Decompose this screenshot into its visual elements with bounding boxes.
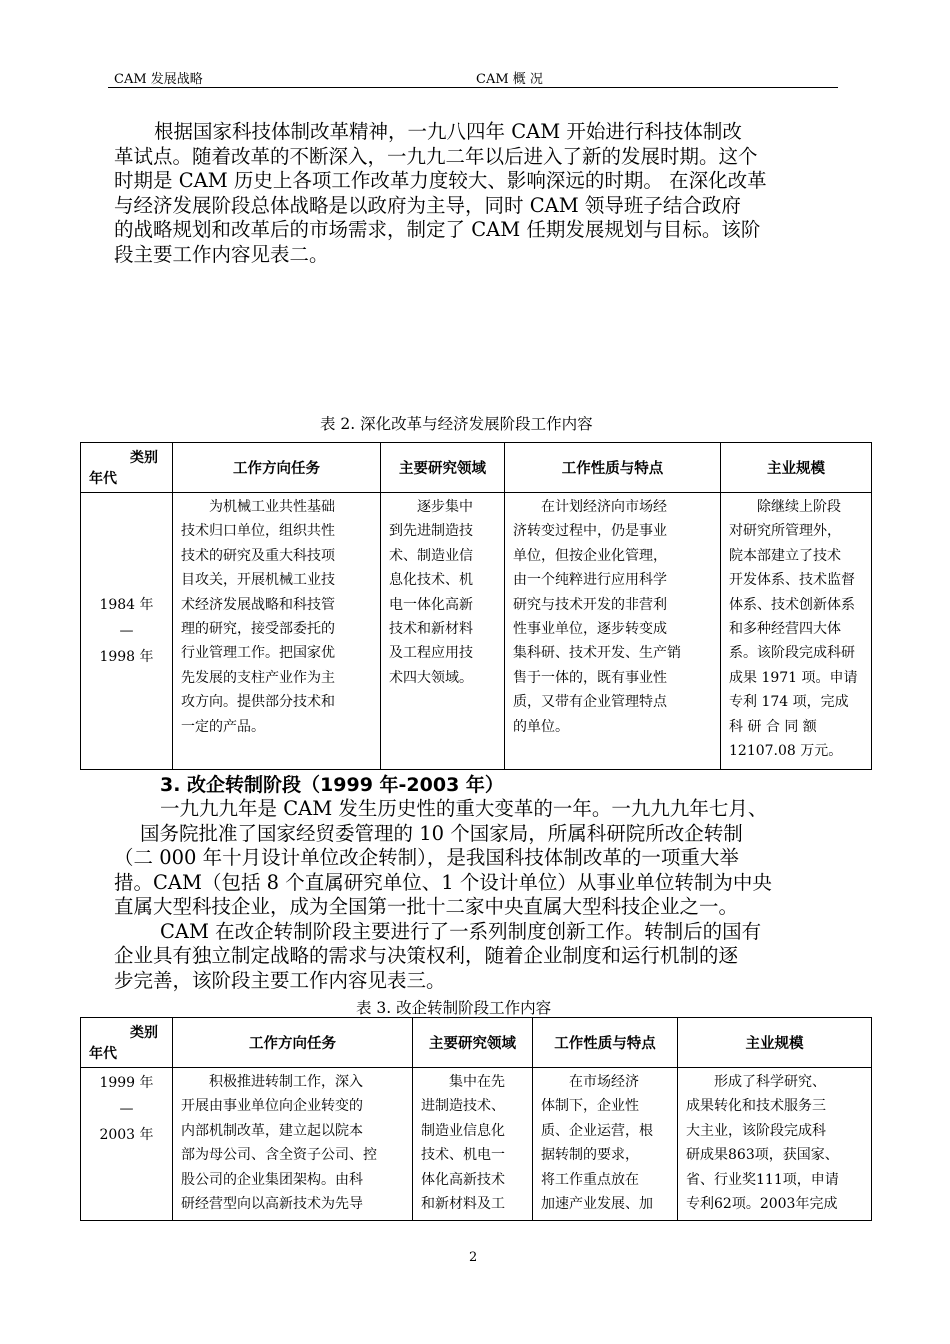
cell-line: 术、制造业信 [389, 547, 473, 564]
corner-year-label: 年代 [89, 1046, 117, 1062]
cell-line: 成果 1971 项。申请 [729, 669, 858, 686]
year-end: 2003 年 [99, 1127, 154, 1143]
cell-line: 专利 174 项，完成 [729, 694, 849, 711]
cell-line: 济转变过程中，仍是事业 [513, 523, 667, 540]
task-cell [173, 1068, 413, 1221]
cell-line: 将工作重点放在 [541, 1171, 639, 1188]
cell-line: 为机械工业共性基础 [209, 499, 335, 515]
cell-line: 技术和新材料 [389, 621, 473, 638]
table2-caption: 表 2. 深化改革与经济发展阶段工作内容 [320, 415, 593, 433]
text-line: CAM 在改企转制阶段主要进行了一系列制度创新工作。转制后的国有 [160, 919, 762, 943]
year-dash: — [119, 1101, 134, 1117]
cell-line: 技术的研究及重大科技项 [181, 547, 335, 564]
cell-line: 逐步集中 [417, 499, 473, 515]
section-heading: 3. 改企转制阶段（1999 年-2003 年） [160, 774, 504, 796]
cell-line: 质，又带有企业管理特点 [513, 694, 667, 711]
text-line: 步完善，该阶段主要工作内容见表三。 [114, 968, 446, 992]
research-field-cell [381, 493, 505, 770]
column-header: 主业规模 [678, 1018, 872, 1068]
column-header: 主要研究领域 [413, 1018, 533, 1068]
cell-line: 理的研究，接受部委托的 [181, 621, 335, 638]
cell-line: 电一体化高新 [389, 596, 473, 613]
cell-line: 成果转化和技术服务三 [686, 1098, 826, 1115]
cell-line: 研经营型向以高新技术为先导 [181, 1196, 363, 1213]
cell-line: 由一个纯粹进行应用科学 [513, 572, 667, 589]
cell-line: 和新材料及工 [421, 1196, 505, 1213]
nature-cell [533, 1068, 678, 1221]
text-line: 根据国家科技体制改革精神，一九八四年 CAM 开始进行科技体制改 [154, 120, 742, 143]
table3 [80, 1017, 872, 1221]
cell-line: 大主业，该阶段完成科 [686, 1122, 826, 1139]
column-header: 主要研究领域 [381, 443, 505, 493]
cell-line: 技术、机电一 [421, 1147, 505, 1164]
cell-line: 内部机制改革，建立起以院本 [181, 1122, 363, 1139]
cell-line: 加速产业发展、加 [541, 1196, 653, 1213]
text-line: 国务院批准了国家经贸委管理的 10 个国家局，所属科研院所改企转制 [140, 821, 743, 845]
cell-line: 术四大领域。 [389, 669, 473, 686]
corner-category-label: 类别 [130, 1025, 158, 1041]
section-paragraph [114, 797, 844, 993]
cell-line: 进制造技术、 [421, 1098, 505, 1115]
text-line: 段主要工作内容见表二。 [114, 242, 329, 266]
year-cell [81, 1068, 173, 1221]
cell-line: 集科研、技术开发、生产销 [513, 645, 681, 662]
cell-line: 院本部建立了技术 [729, 547, 841, 564]
cell-line: 开发体系、技术监督 [729, 572, 855, 589]
column-header: 工作性质与特点 [505, 443, 721, 493]
text-line: 措。CAM（包括 8 个直属研究单位、1 个设计单位）从事业单位转制为中央 [114, 870, 772, 894]
year-dash: — [119, 623, 134, 639]
cell-line: 及工程应用技 [389, 645, 473, 662]
cell-line: 的单位。 [513, 718, 569, 735]
cell-line: 体系、技术创新体系 [729, 596, 855, 613]
cell-line: 攻方向。提供部分技术和 [181, 694, 335, 711]
column-header: 工作方向任务 [173, 1018, 413, 1068]
header-rule [108, 87, 838, 88]
cell-line: 一定的产品。 [181, 718, 265, 735]
cell-line: 质、企业运营，根 [541, 1122, 653, 1139]
year-start: 1999 年 [99, 1075, 154, 1091]
cell-line: 积极推进转制工作，深入 [209, 1074, 363, 1090]
column-header: 主业规模 [721, 443, 872, 493]
column-header: 工作方向任务 [173, 443, 381, 493]
text-line: 与经济发展阶段总体战略是以政府为主导，同时 CAM 领导班子结合政府 [114, 193, 741, 217]
cell-line: 研究与技术开发的非营利 [513, 596, 667, 613]
year-start: 1984 年 [99, 597, 154, 613]
nature-cell [505, 493, 721, 770]
text-line: 革试点。随着改革的不断深入，一九九二年以后进入了新的发展时期。这个 [114, 144, 758, 168]
text-line: 的战略规划和改革后的市场需求，制定了 CAM 任期发展规划与目标。该阶 [114, 218, 761, 241]
cell-line: 体化高新技术 [421, 1171, 505, 1188]
cell-line: 制造业信息化 [421, 1122, 505, 1139]
cell-line: 对研究所管理外， [729, 523, 841, 540]
cell-line: 省、行业奖111项，申请 [686, 1171, 839, 1188]
year-cell [81, 493, 173, 770]
year-end: 1998 年 [99, 649, 154, 665]
cell-line: 体制下，企业性 [541, 1098, 639, 1115]
cell-line: 单位，但按企业化管理， [513, 547, 667, 564]
cell-line: 性事业单位，逐步转变成 [513, 621, 667, 638]
cell-line: 行业管理工作。把国家优 [181, 645, 335, 662]
cell-line: 和多种经营四大体 [729, 621, 841, 638]
text-line: （二 000 年十月设计单位改企转制），是我国科技体制改革的一项重大举 [114, 846, 739, 869]
cell-line: 除继续上阶段 [757, 499, 841, 515]
cell-line: 研成果863项，获国家、 [686, 1147, 839, 1164]
cell-line: 术经济发展战略和科技管 [181, 596, 335, 613]
cell-line: 到先进制造技 [389, 523, 473, 540]
research-field-cell [413, 1068, 533, 1221]
table2 [80, 442, 872, 770]
scale-cell [721, 493, 872, 770]
table3-caption: 表 3. 改企转制阶段工作内容 [356, 999, 552, 1017]
cell-line: 集中在先 [449, 1074, 505, 1090]
task-cell [173, 493, 381, 770]
cell-line: 专利62项。2003年完成 [686, 1196, 838, 1213]
table3-corner-cell [81, 1018, 173, 1068]
header-left: CAM 发展战略 [114, 72, 203, 87]
cell-line: 息化技术、机 [389, 572, 473, 589]
cell-line: 在市场经济 [569, 1074, 639, 1090]
text-line: 时期是 CAM 历史上各项工作改革力度较大、影响深远的时期。 在深化改革 [114, 169, 767, 192]
text-line: 直属大型科技企业，成为全国第一批十二家中央直属大型科技企业之一。 [114, 895, 739, 918]
cell-line: 在计划经济向市场经 [541, 499, 667, 515]
cell-line: 据转制的要求， [541, 1147, 639, 1164]
cell-line: 目攻关，开展机械工业技 [181, 572, 335, 589]
cell-line: 科 研 合 同 额 [729, 718, 817, 735]
cell-line: 系。该阶段完成科研 [729, 645, 855, 662]
text-line: 一九九九年是 CAM 发生历史性的重大变革的一年。一九九九年七月、 [160, 797, 768, 820]
cell-line: 先发展的支柱产业作为主 [181, 669, 335, 686]
corner-category-label: 类别 [130, 450, 158, 466]
text-line: 企业具有独立制定战略的需求与决策权利，随着企业制度和运行机制的逐 [114, 944, 739, 967]
header-center: CAM 概 况 [476, 72, 543, 87]
cell-line: 开展由事业单位向企业转变的 [181, 1098, 363, 1115]
scale-cell [678, 1068, 872, 1221]
cell-line: 股公司的企业集团架构。由科 [181, 1171, 363, 1188]
intro-paragraph [114, 120, 838, 267]
cell-line: 形成了科学研究、 [714, 1074, 826, 1090]
cell-line: 技术归口单位，组织共性 [181, 523, 335, 540]
cell-line: 售于一体的，既有事业性 [513, 669, 667, 686]
column-header: 工作性质与特点 [533, 1018, 678, 1068]
table2-corner-cell [81, 443, 173, 493]
cell-line: 部为母公司、含全资子公司、控 [181, 1147, 377, 1164]
page-number: 2 [469, 1250, 478, 1265]
cell-line: 12107.08 万元。 [729, 743, 843, 760]
corner-year-label: 年代 [89, 471, 117, 487]
